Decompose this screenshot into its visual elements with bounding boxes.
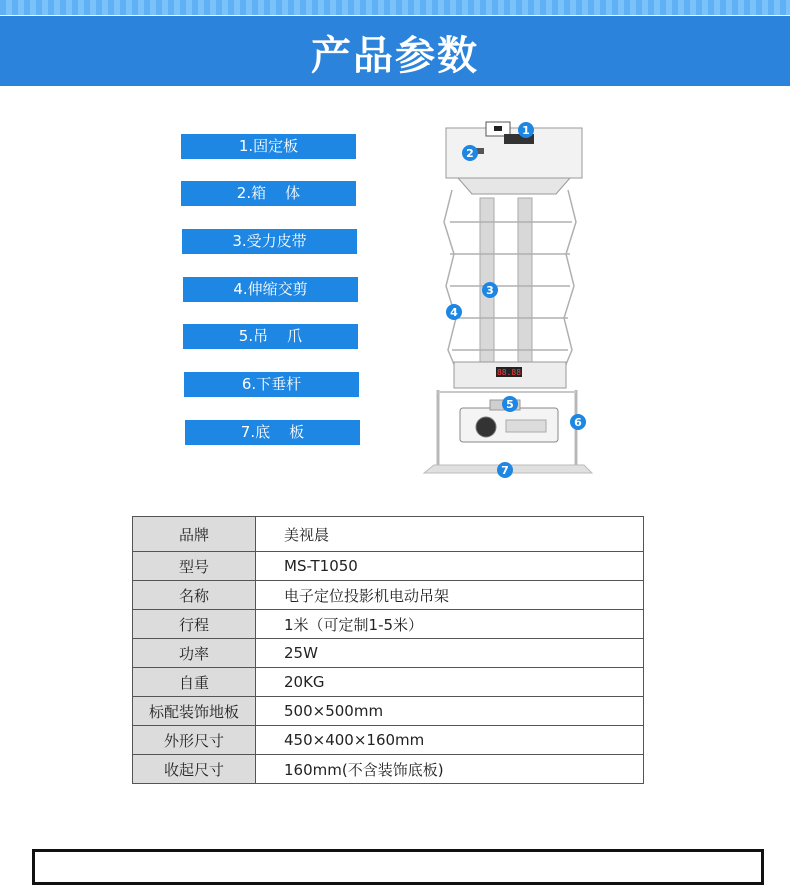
marker-4-label: 4: [450, 306, 458, 319]
marker-5-label: 5: [506, 398, 514, 411]
box-bottom: [458, 178, 570, 194]
part-label-box-body: 2.箱 体: [181, 181, 356, 206]
table-row: [133, 668, 644, 697]
part-label-fixed-plate: 1.固定板: [181, 134, 356, 159]
spec-key: 名称: [133, 581, 256, 610]
position-display-text: 88.88: [496, 368, 522, 377]
spec-key: 功率: [133, 639, 256, 668]
spec-value: MS-T1050: [256, 552, 644, 581]
table-row: [133, 610, 644, 639]
spec-key: 外形尺寸: [133, 726, 256, 755]
table-row: [133, 726, 644, 755]
spec-value: 20KG: [256, 668, 644, 697]
marker-6-label: 6: [574, 416, 582, 429]
spec-value: 1米（可定制1-5米）: [256, 610, 644, 639]
spec-value: 美视晨: [256, 517, 644, 552]
part-label-scissor: 4.伸缩交剪: [183, 277, 358, 302]
marker-1-label: 1: [522, 124, 530, 137]
spec-value: 450×400×160mm: [256, 726, 644, 755]
part-label-drop-rod: 6.下垂杆: [184, 372, 359, 397]
part-label-belt: 3.受力皮带: [182, 229, 357, 254]
table-row: [133, 639, 644, 668]
table-row: [133, 552, 644, 581]
spec-key: 行程: [133, 610, 256, 639]
banner-stripe: [0, 0, 790, 16]
table-row: [133, 517, 644, 552]
marker-2-label: 2: [466, 147, 474, 160]
marker-3-label: 3: [486, 284, 494, 297]
projector-lens: [476, 417, 496, 437]
spec-value: 电子定位投影机电动吊架: [256, 581, 644, 610]
spec-key: 自重: [133, 668, 256, 697]
spec-value: 25W: [256, 639, 644, 668]
marker-7-label: 7: [501, 464, 509, 477]
scissor-arms: [444, 190, 576, 374]
spec-key: 品牌: [133, 517, 256, 552]
header-banner: [0, 0, 790, 86]
page-title: 产品参数: [311, 33, 479, 79]
spec-key: 收起尺寸: [133, 755, 256, 784]
projector-vents: [506, 420, 546, 432]
part-label-base-plate: 7.底 板: [185, 420, 360, 445]
table-row: [133, 581, 644, 610]
projector-lift-diagram: [418, 118, 598, 483]
part-label-claw: 5.吊 爪: [183, 324, 358, 349]
spec-table: [132, 516, 644, 784]
spec-value: 500×500mm: [256, 697, 644, 726]
next-section-frame: [32, 849, 764, 885]
spec-key: 型号: [133, 552, 256, 581]
table-row: [133, 697, 644, 726]
control-display: [494, 126, 502, 131]
spec-value: 160mm(不含装饰底板): [256, 755, 644, 784]
table-row: [133, 755, 644, 784]
spec-key: 标配装饰地板: [133, 697, 256, 726]
